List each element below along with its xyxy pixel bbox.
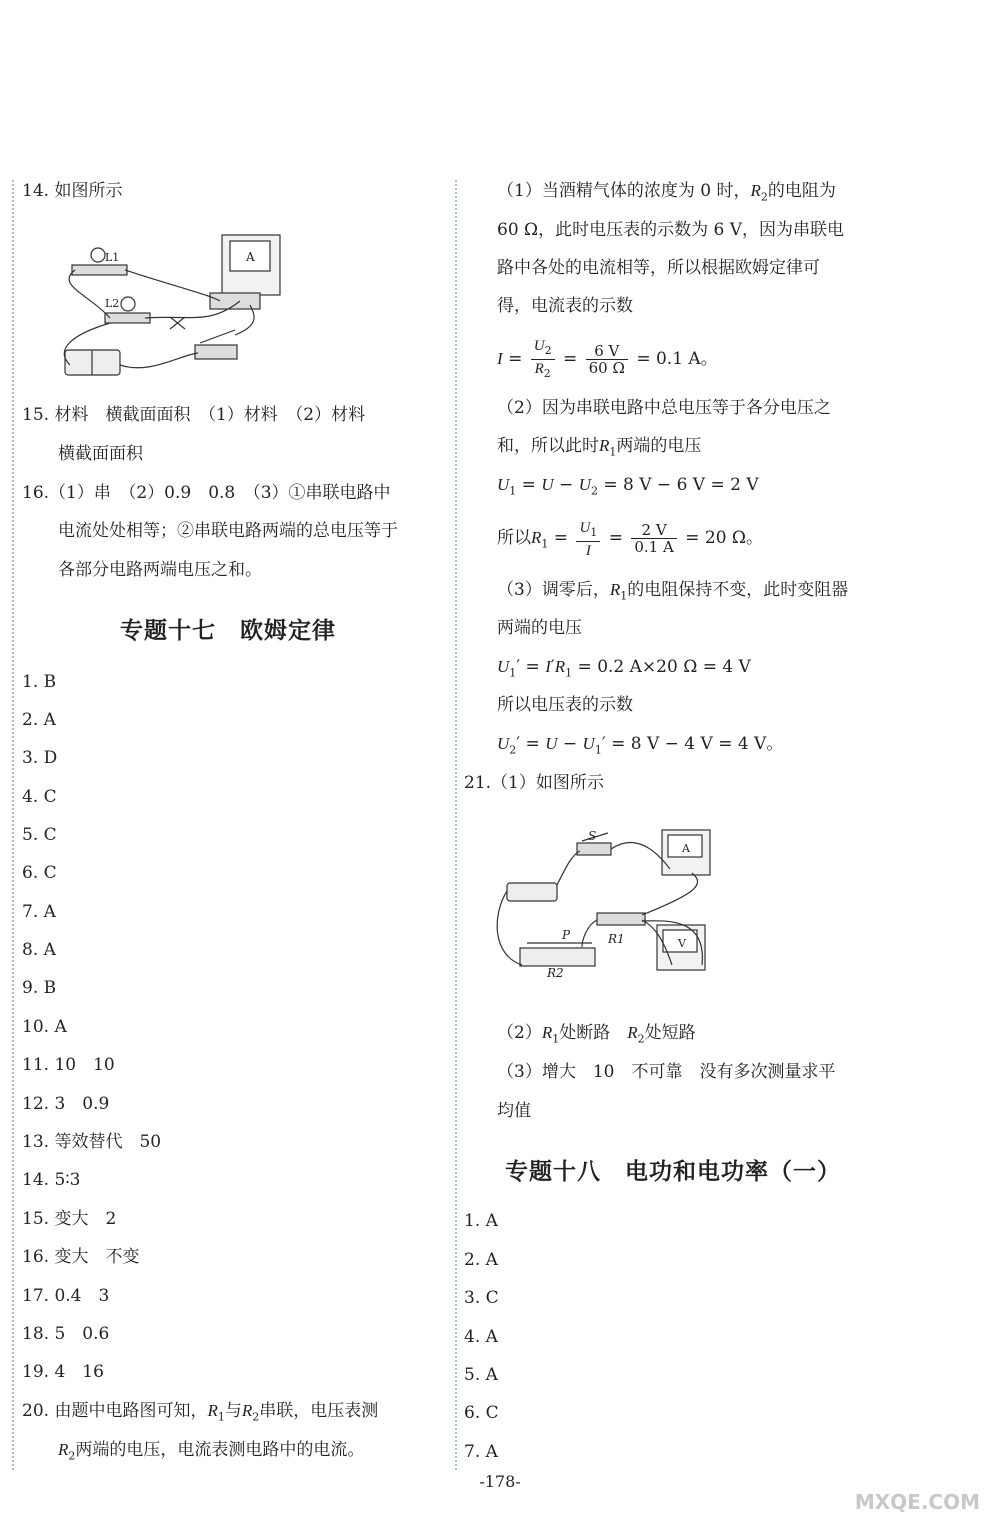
- q15-line2: 横截面面积: [58, 444, 143, 464]
- list-item: 3. C: [464, 1288, 499, 1308]
- svg-text:R1: R1: [608, 932, 625, 946]
- p1-line1: （1）当酒精气体的浓度为 0 时，$R_2$的电阻为: [497, 181, 836, 204]
- svg-text:A: A: [682, 842, 690, 855]
- list-item: 9. B: [22, 978, 57, 998]
- list-item: 5. C: [22, 825, 57, 845]
- list-item: 17. 0.4 3: [22, 1286, 110, 1306]
- list-item: 19. 4 16: [22, 1362, 104, 1382]
- p1-line2: 60 Ω，此时电压表的示数为 6 V，因为串联电: [497, 220, 845, 240]
- svg-text:L2: L2: [105, 297, 120, 310]
- q14-text: 14. 如图所示: [22, 181, 123, 201]
- list-item: 14. 5∶3: [22, 1170, 81, 1190]
- q21-line2: $(2)R_1$处断路 $R_2$处短路: [497, 1023, 696, 1046]
- section-18-title: 专题十八 电功和电功率（一）: [505, 1159, 841, 1185]
- q16-line1: 16.（1）串 （2）0.9 0.8 （3）①串联电路中: [22, 483, 391, 503]
- list-item: 2. A: [22, 710, 56, 730]
- q15-line1: 15. 材料 横截面面积 （1）材料 （2）材料: [22, 405, 366, 425]
- q20-line1: 20. 由题中电路图可知，$R_1$与$R_2$串联，电压表测: [22, 1401, 379, 1424]
- q16-line2: 电流处处相等；②串联电路两端的总电压等于: [58, 521, 398, 541]
- list-item: 12. 3 0.9: [22, 1094, 110, 1114]
- list-item: 10. A: [22, 1017, 67, 1037]
- svg-text:V: V: [678, 937, 686, 950]
- svg-text:P: P: [562, 928, 571, 942]
- svg-text:R2: R2: [547, 966, 564, 980]
- p1-line3: 路中各处的电流相等，所以根据欧姆定律可: [497, 258, 820, 278]
- list-item: 2. A: [464, 1250, 498, 1270]
- circuit-figure-14: [50, 225, 290, 385]
- p2-line2: 和，所以此时$R_1$两端的电压: [497, 436, 702, 459]
- list-item: 1. A: [464, 1211, 498, 1231]
- equation-4: $U_1' = I'R_1 = 0.2$ A×20 Ω = 4 V: [497, 657, 751, 680]
- list-item: 18. 5 0.6: [22, 1324, 110, 1344]
- svg-text:S: S: [588, 829, 597, 843]
- p1-line4: 得，电流表的示数: [497, 296, 633, 316]
- p2-line1: （2）因为串联电路中总电压等于各分电压之: [497, 398, 831, 418]
- svg-text:L1: L1: [105, 251, 120, 264]
- list-item: 3. D: [22, 748, 58, 768]
- q21-line3: （3）增大 10 不可靠 没有多次测量求平: [497, 1062, 836, 1082]
- equation-3: 所以$R_1$ = $\frac{U_1}{I}$ = $\frac{2 V}{0.1 A}$ = 20 Ω。: [497, 519, 764, 559]
- equation-5: $U_2' = U - U_1' = 8$ V − 4 V = 4 V。: [497, 734, 784, 757]
- q20-line2: $R_2$两端的电压，电流表测电路中的电流。: [58, 1440, 365, 1463]
- section-17-title: 专题十七 欧姆定律: [120, 618, 336, 644]
- list-item: 6. C: [22, 863, 57, 883]
- equation-2: $U_1 = U - U_2 = 8$ V − 6 V = 2 V: [497, 475, 759, 498]
- q21-line1: 21.（1）如图所示: [464, 773, 604, 793]
- list-item: 4. C: [22, 787, 57, 807]
- equation-1: I = $\frac{U_2}{R_2}$ = $\frac{6 V}{60 \Omega}$ = 0.1 A。: [497, 338, 718, 380]
- list-item: 16. 变大 不变: [22, 1247, 140, 1267]
- list-item: 6. C: [464, 1403, 499, 1423]
- column-divider: [455, 180, 457, 1470]
- circuit-figure-21: [492, 825, 717, 985]
- q21-line4: 均值: [497, 1101, 531, 1121]
- p3-line1: （3）调零后，$R_1$的电阻保持不变，此时变阻器: [497, 580, 849, 603]
- list-item: 8. A: [22, 940, 56, 960]
- list-item: 7. A: [464, 1442, 498, 1462]
- list-item: 11. 10 10: [22, 1055, 115, 1075]
- left-margin-line: [12, 180, 14, 1470]
- q16-line3: 各部分电路两端电压之和。: [58, 560, 262, 580]
- list-item: 7. A: [22, 902, 56, 922]
- list-item: 13. 等效替代 50: [22, 1132, 162, 1152]
- p3-line2: 两端的电压: [497, 618, 582, 638]
- list-item: 4. A: [464, 1327, 498, 1347]
- p3-line3: 所以电压表的示数: [497, 695, 633, 715]
- list-item: 1. B: [22, 672, 57, 692]
- page-number: -178-: [479, 1472, 521, 1491]
- list-item: 15. 变大 2: [22, 1209, 117, 1229]
- svg-text:A: A: [246, 250, 255, 264]
- watermark-logo: MXQE.COM: [854, 1490, 980, 1514]
- list-item: 5. A: [464, 1365, 498, 1385]
